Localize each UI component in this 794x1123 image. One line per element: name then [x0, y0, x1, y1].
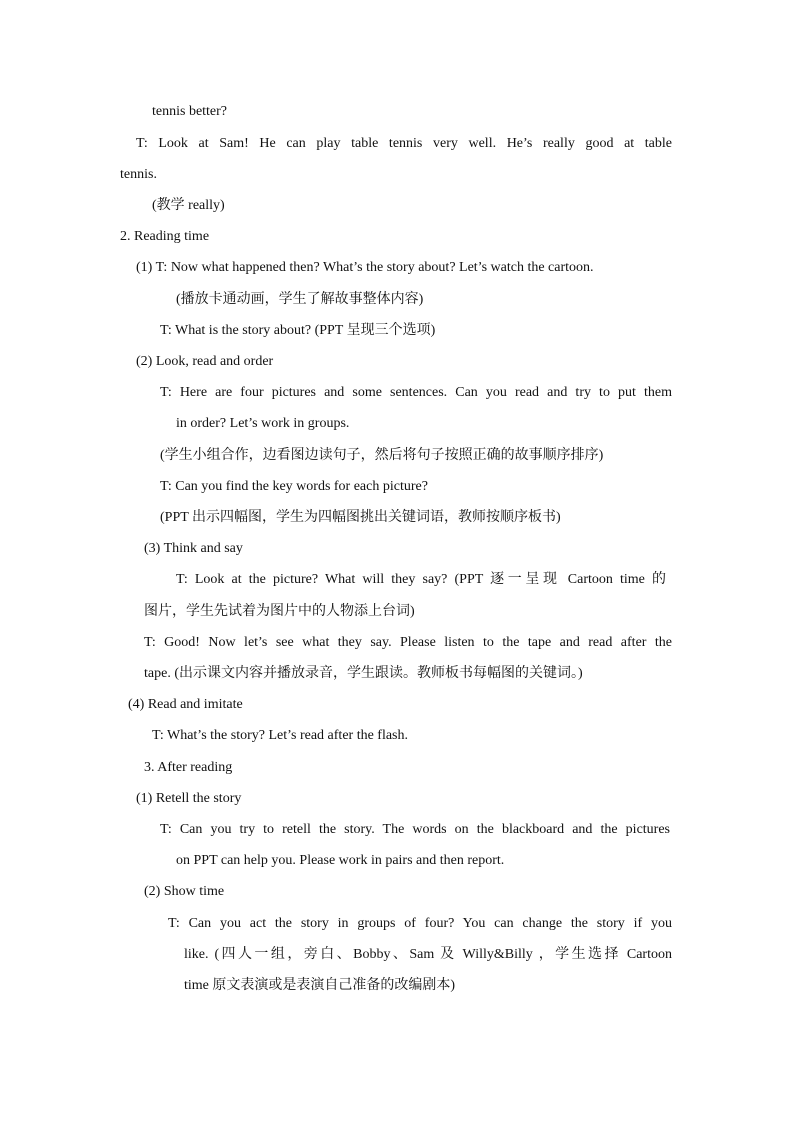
text-line-12: (学生小组合作，边看图边读句子，然后将句子按照正确的故事顺序排序) — [160, 448, 604, 463]
text-line-4: (教学 really) — [152, 198, 225, 213]
text-line-19: tape. (出示课文内容并播放录音，学生跟读。教师板书每幅图的关键词。) — [144, 666, 583, 681]
section-heading-reading-time: 2. Reading time — [120, 229, 210, 244]
text-line-26: (2) Show time — [144, 884, 225, 899]
text-line-6: (1) T: Now what happened then? What’s the story about? Let’s watch the cartoon. — [136, 260, 594, 275]
text-line-14: (PPT 出示四幅图，学生为四幅图挑出关键词语，教师按顺序板书) — [160, 510, 561, 525]
text-line-16: T: Look at the picture? What will they say? (PPT 逐一呈现 Cartoon time 的 — [176, 572, 666, 587]
text-line-23: (1) Retell the story — [136, 791, 242, 806]
section-heading-after-reading: 3. After reading — [144, 760, 233, 775]
text-line-1: tennis better? — [152, 104, 228, 119]
text-line-18: T: Good! Now let’s see what they say. Please listen to the tape and read after the — [144, 635, 672, 650]
text-line-10: T: Here are four pictures and some sentences. Can you read and try to put them — [160, 385, 672, 400]
text-line-17: 图片，学生先试着为图片中的人物添上台词) — [144, 604, 415, 619]
text-line-13: T: Can you find the key words for each picture? — [160, 479, 428, 494]
text-line-21: T: What’s the story? Let’s read after the flash. — [152, 728, 409, 743]
text-line-28: like. (四人一组，旁白、Bobby、Sam 及 Willy&Billy ，学生选择 Cartoon — [184, 947, 672, 962]
text-line-3: tennis. — [120, 167, 157, 182]
text-line-27: T: Can you act the story in groups of four? You can change the story if you — [168, 916, 672, 931]
text-line-2: T: Look at Sam! He can play table tennis very well. He’s really good at table — [136, 136, 672, 151]
text-line-29: time 原文表演或是表演自己准备的改编剧本) — [184, 978, 456, 993]
text-line-15: (3) Think and say — [144, 541, 243, 556]
text-line-25: on PPT can help you. Please work in pairs and then report. — [176, 853, 505, 868]
text-line-20: (4) Read and imitate — [128, 697, 243, 712]
text-line-8: T: What is the story about? (PPT 呈现三个选项) — [160, 323, 436, 338]
text-line-24: T: Can you try to retell the story. The words on the blackboard and the pictures — [160, 822, 670, 837]
text-line-9: (2) Look, read and order — [136, 354, 274, 369]
text-line-11: in order? Let’s work in groups. — [176, 416, 350, 431]
text-line-7: (播放卡通动画，学生了解故事整体内容) — [176, 292, 424, 307]
